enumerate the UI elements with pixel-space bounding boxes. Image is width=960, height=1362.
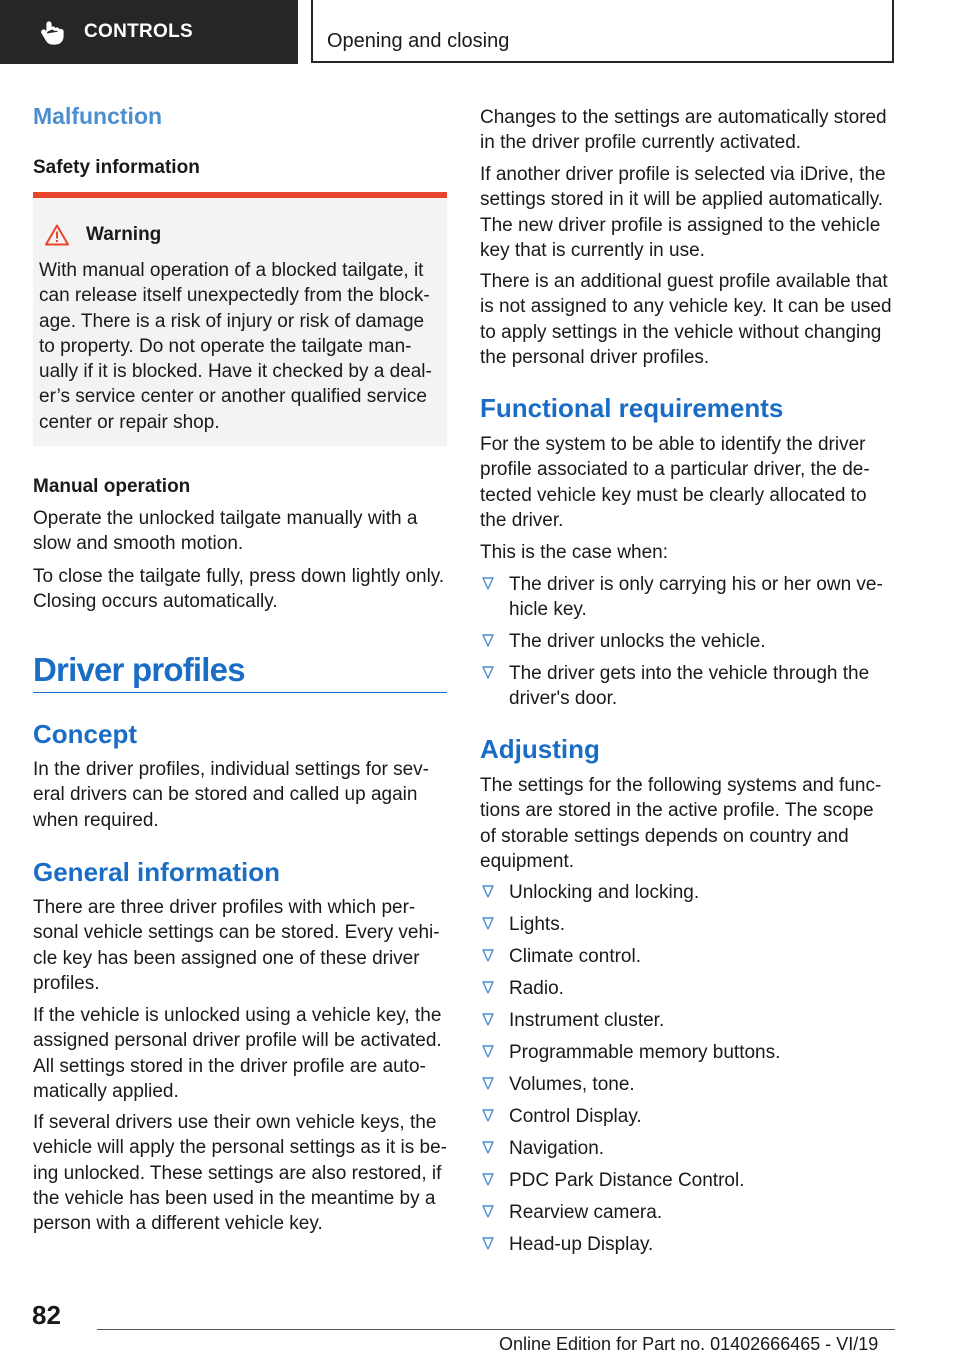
- list-item: Unlocking and locking.: [480, 880, 894, 905]
- adjusting-text: The settings for the following systems and func‐tions are stored in the active profile. The scope of storable settings depends on country and equipment.: [480, 775, 882, 872]
- triangle-bullet-icon: [482, 1045, 494, 1059]
- list-item: Head-up Display.: [480, 1232, 894, 1257]
- footer-divider: [97, 1329, 895, 1330]
- settings-stored-text: Changes to the settings are automatically stored in the driver profile currently activated.: [480, 107, 887, 154]
- triangle-bullet-icon: [482, 1013, 494, 1027]
- list-item: PDC Park Distance Control.: [480, 1168, 894, 1193]
- hand-pointer-icon: [40, 19, 66, 45]
- triangle-bullet-icon: [482, 1237, 494, 1251]
- warning-box: [33, 192, 447, 446]
- triangle-bullet-icon: [482, 1141, 494, 1155]
- triangle-bullet-icon: [482, 1173, 494, 1187]
- page-number: 82: [32, 1300, 61, 1330]
- triangle-bullet-icon: [482, 1109, 494, 1123]
- concept-heading: Concept: [33, 719, 137, 749]
- safety-information-heading: Safety information: [33, 157, 200, 178]
- list-item: Control Display.: [480, 1104, 894, 1129]
- list-item: Programmable memory buttons.: [480, 1040, 894, 1065]
- triangle-bullet-icon: [482, 666, 494, 680]
- concept-text: In the driver profiles, individual settings for sev‐eral drivers can be stored and called up again when required.: [33, 759, 430, 831]
- section-divider: [33, 692, 447, 693]
- functional-requirements-intro: This is the case when:: [480, 542, 668, 563]
- page-header: [0, 0, 960, 66]
- manual-operation-text-2: To close the tailgate fully, press down lightly only. Closing occurs automatically.: [33, 566, 445, 613]
- manual-operation-text-1: Operate the unlocked tailgate manually with a slow and smooth motion.: [33, 508, 418, 555]
- driver-profiles-heading: Driver profiles: [33, 651, 245, 688]
- functional-requirements-text: For the system to be able to identify the driver profile associated to a particular driver, the de‐tected vehicle key must be clearly allocated to the driver.: [480, 434, 870, 531]
- list-item: The driver gets into the vehicle through the driver's door.: [480, 661, 894, 712]
- section-tab: [0, 0, 298, 64]
- adjusting-list: [480, 880, 894, 1257]
- warning-text: With manual operation of a blocked tailgate, it can release itself unexpectedly from the block‐age. There is a risk of injury or risk of damage to property. Do not operate the tailgate man‐ually if it is blocked. Have it checked by a deal‐er’s service center or another qualified service center or repair shop.: [39, 260, 432, 433]
- general-information-heading: General information: [33, 857, 281, 887]
- triangle-bullet-icon: [482, 917, 494, 931]
- triangle-bullet-icon: [482, 577, 494, 591]
- triangle-bullet-icon: [482, 885, 494, 899]
- list-item: The driver is only carrying his or her own ve‐hicle key.: [480, 572, 894, 623]
- general-information-text-3: If several drivers use their own vehicle keys, the vehicle will apply the personal settings as it is be‐ing unlocked. These settings are also restored, if the vehicle has been used in the meantime by a person with a different vehicle key.: [33, 1112, 447, 1235]
- section-label: CONTROLS: [84, 21, 194, 42]
- warning-triangle-icon: [45, 224, 69, 246]
- triangle-bullet-icon: [482, 1205, 494, 1219]
- warning-title: Warning: [86, 224, 162, 245]
- manual-operation-heading: Manual operation: [33, 476, 191, 497]
- list-item: Rearview camera.: [480, 1200, 894, 1225]
- functional-requirements-list: [480, 572, 894, 711]
- malfunction-heading: Malfunction: [33, 103, 163, 129]
- triangle-bullet-icon: [482, 1077, 494, 1091]
- list-item: Navigation.: [480, 1136, 894, 1161]
- guest-profile-text: There is an additional guest profile available that is not assigned to any vehicle key. It can be used to apply settings in the vehicle without changing the personal driver profiles.: [480, 271, 892, 368]
- list-item: The driver unlocks the vehicle.: [480, 629, 894, 654]
- list-item: Volumes, tone.: [480, 1072, 894, 1097]
- adjusting-heading: Adjusting: [480, 734, 600, 764]
- warning-header: [45, 224, 161, 246]
- triangle-bullet-icon: [482, 634, 494, 648]
- functional-requirements-heading: Functional requirements: [480, 393, 784, 423]
- list-item: Climate control.: [480, 944, 894, 969]
- list-item: Lights.: [480, 912, 894, 937]
- triangle-bullet-icon: [482, 981, 494, 995]
- edition-text: Online Edition for Part no. 01402666465 - VI/19: [499, 1334, 879, 1354]
- triangle-bullet-icon: [482, 949, 494, 963]
- idrive-profile-text: If another driver profile is selected via iDrive, the settings stored in it will be applied automatically. The new driver profile is assigned to the vehicle key that is currently in use.: [480, 164, 886, 261]
- list-item: Instrument cluster.: [480, 1008, 894, 1033]
- list-item: Radio.: [480, 976, 894, 1001]
- chapter-label: Opening and closing: [327, 30, 510, 52]
- general-information-text-1: There are three driver profiles with which per‐sonal vehicle settings can be stored. Every vehi‐cle key has been assigned one of these driver profiles.: [33, 897, 440, 994]
- general-information-text-2: If the vehicle is unlocked using a vehicle key, the assigned personal driver profile will be activated. All settings stored in the driver profile are auto‐matically applied.: [33, 1005, 442, 1102]
- chapter-tab: [311, 0, 894, 63]
